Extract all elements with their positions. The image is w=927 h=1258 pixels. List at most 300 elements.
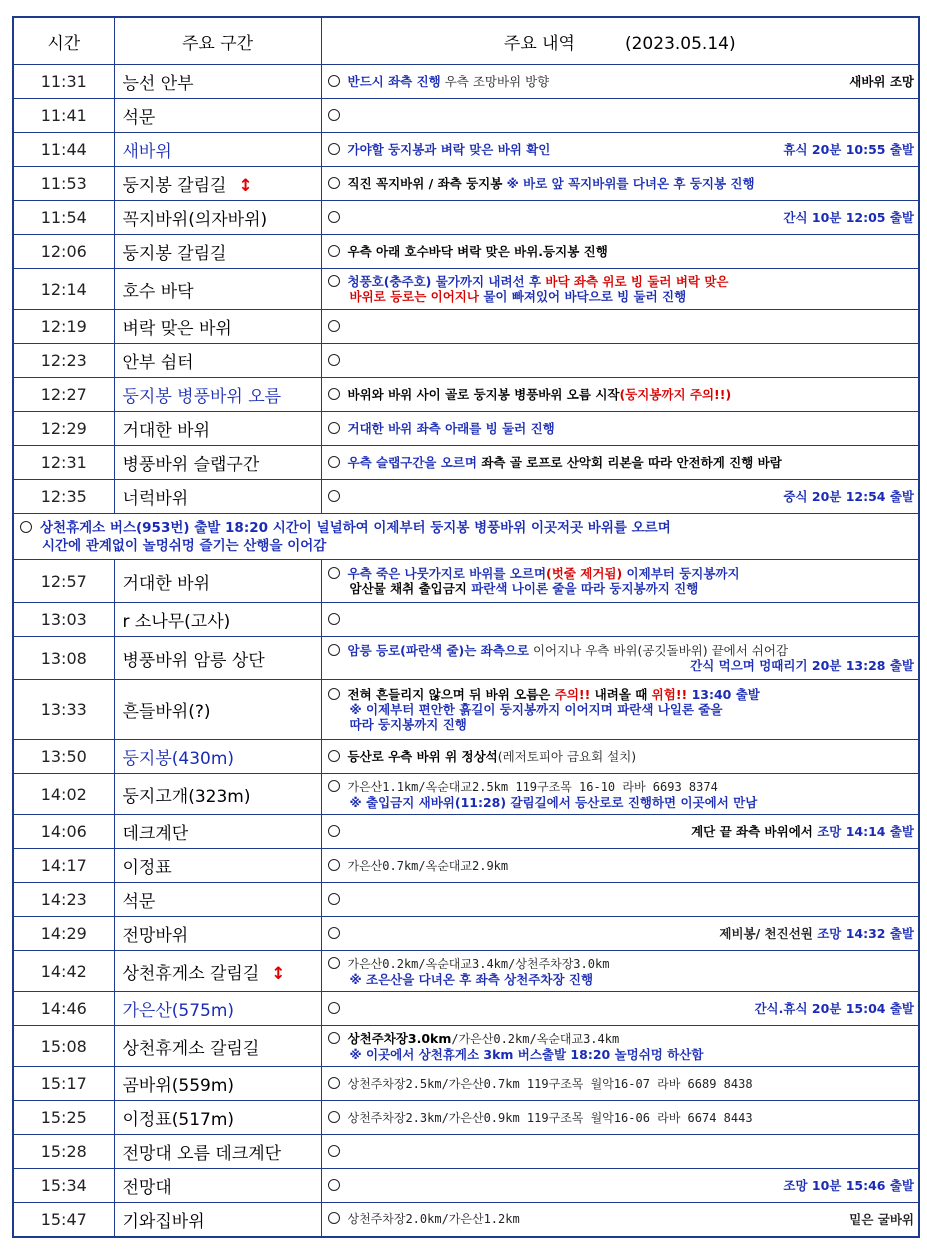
detail-line bbox=[328, 643, 915, 658]
section-label: 거대한 바위 bbox=[122, 573, 211, 594]
detail-line bbox=[328, 274, 915, 289]
circle-bullet-icon bbox=[328, 354, 340, 366]
table-row bbox=[13, 514, 919, 560]
section-label: 곰바위(559m) bbox=[122, 1076, 235, 1096]
detail-cell bbox=[321, 235, 919, 269]
detail-right-note bbox=[719, 926, 914, 941]
section-cell bbox=[114, 1135, 321, 1169]
table-row bbox=[13, 740, 919, 774]
section-cell bbox=[114, 815, 321, 849]
section-label: 둥지봉 갈림길 bbox=[122, 244, 227, 264]
time-cell: 15:25 bbox=[13, 1101, 114, 1135]
section-cell bbox=[114, 133, 321, 167]
circle-bullet-icon bbox=[328, 859, 340, 871]
detail-right-segment: 조망 14:32 출발 bbox=[817, 926, 914, 941]
detail-line bbox=[328, 142, 915, 157]
section-cell bbox=[114, 1026, 321, 1067]
section-label: 기와집바위 bbox=[122, 1211, 205, 1232]
section-cell bbox=[114, 992, 321, 1026]
circle-bullet-icon bbox=[328, 1179, 340, 1191]
circle-bullet-icon bbox=[328, 957, 340, 969]
time-cell: 12:27 bbox=[13, 378, 114, 412]
detail-line bbox=[328, 1211, 915, 1227]
detail-segment: 바닥 좌측 위로 빙 둘러 벼락 맞은 bbox=[545, 274, 729, 289]
section-label: r 소나무(고사) bbox=[122, 612, 231, 632]
detail-segment: ※ 이제부터 편안한 흙길이 둥지봉까지 이어지며 파란색 나일론 줄을 bbox=[349, 702, 723, 717]
table-row bbox=[13, 65, 919, 99]
table-row bbox=[13, 1169, 919, 1203]
detail-text bbox=[328, 455, 915, 470]
detail-line bbox=[328, 1076, 915, 1092]
time-cell: 12:31 bbox=[13, 446, 114, 480]
section-cell bbox=[114, 235, 321, 269]
circle-bullet-icon bbox=[328, 211, 340, 223]
detail-segment: 우측 아래 호수바닥 벼락 맞은 바위.등지봉 진행 bbox=[347, 244, 608, 259]
detail-right-segment: 새바위 조망 bbox=[849, 74, 914, 89]
circle-bullet-icon bbox=[328, 422, 340, 434]
detail-segment: 바위와 바위 사이 골로 둥지봉 병풍바위 오름 시작 bbox=[347, 387, 620, 402]
detail-cell bbox=[321, 774, 919, 815]
time-cell: 12:35 bbox=[13, 480, 114, 514]
section-label: 둥지봉 병풍바위 오름 bbox=[122, 387, 282, 407]
note-cell bbox=[13, 514, 919, 560]
detail-text bbox=[350, 289, 915, 304]
detail-line bbox=[328, 658, 915, 673]
table-row bbox=[13, 951, 919, 992]
time-cell: 15:17 bbox=[13, 1067, 114, 1101]
detail-text bbox=[328, 353, 915, 368]
table-row bbox=[13, 1101, 919, 1135]
detail-right-note bbox=[783, 489, 914, 504]
detail-line bbox=[328, 717, 915, 732]
time-cell: 11:54 bbox=[13, 201, 114, 235]
time-cell: 12:23 bbox=[13, 344, 114, 378]
detail-cell bbox=[321, 1169, 919, 1203]
table-row bbox=[13, 235, 919, 269]
section-cell bbox=[114, 883, 321, 917]
section-cell bbox=[114, 480, 321, 514]
section-label: 흔들바위(?) bbox=[122, 702, 211, 722]
itinerary-table bbox=[12, 16, 920, 1238]
detail-segment: 이제부터 둥지봉까지 bbox=[622, 566, 740, 581]
circle-bullet-icon bbox=[328, 388, 340, 400]
detail-line bbox=[328, 108, 915, 123]
section-label: 둥지봉(430m) bbox=[122, 749, 235, 769]
detail-text bbox=[328, 274, 915, 289]
section-cell bbox=[114, 1203, 321, 1237]
time-cell: 13:33 bbox=[13, 680, 114, 740]
detail-line bbox=[328, 244, 915, 259]
circle-bullet-icon bbox=[328, 927, 340, 939]
section-label: 꼭지바위(의자바위) bbox=[122, 210, 268, 230]
detail-right-note bbox=[849, 1212, 914, 1227]
table-row bbox=[13, 603, 919, 637]
detail-cell bbox=[321, 560, 919, 603]
detail-segment: (레저토피아 금요회 설치) bbox=[497, 749, 637, 764]
section-cell bbox=[114, 740, 321, 774]
section-label: 전망대 bbox=[122, 1178, 172, 1198]
detail-right-note bbox=[783, 210, 914, 225]
circle-bullet-icon bbox=[328, 1032, 340, 1044]
detail-segment: 상천주차장2.0km/가은산1.2km bbox=[347, 1212, 520, 1227]
detail-segment: (둥지봉까지 주의!!) bbox=[619, 387, 732, 402]
circle-bullet-icon bbox=[328, 825, 340, 837]
note-text: 시간에 관계없이 놀멍쉬멍 즐기는 산행을 이어감 bbox=[42, 537, 327, 554]
time-cell: 15:28 bbox=[13, 1135, 114, 1169]
circle-bullet-icon bbox=[328, 567, 340, 579]
detail-text bbox=[328, 612, 915, 627]
time-cell: 11:41 bbox=[13, 99, 114, 133]
circle-bullet-icon bbox=[328, 750, 340, 762]
detail-line bbox=[328, 289, 915, 304]
circle-bullet-icon bbox=[328, 1002, 340, 1014]
detail-line bbox=[328, 687, 915, 702]
detail-line bbox=[328, 489, 915, 504]
detail-text bbox=[350, 717, 915, 732]
detail-segment: 상천주차장3.0km bbox=[347, 1030, 452, 1046]
up-down-arrow-icon: ↕ bbox=[271, 963, 286, 984]
section-label: 둥지봉 갈림길 bbox=[122, 176, 227, 196]
detail-right-segment: 간식 먹으며 멍때리기 20분 13:28 출발 bbox=[690, 658, 914, 673]
detail-line bbox=[328, 210, 915, 225]
detail-text bbox=[328, 926, 714, 941]
time-cell: 12:06 bbox=[13, 235, 114, 269]
section-cell bbox=[114, 344, 321, 378]
circle-bullet-icon bbox=[328, 893, 340, 905]
section-label: 거대한 바위 bbox=[122, 421, 211, 441]
time-cell: 14:02 bbox=[13, 774, 114, 815]
detail-cell bbox=[321, 446, 919, 480]
section-cell bbox=[114, 412, 321, 446]
detail-cell bbox=[321, 133, 919, 167]
detail-cell bbox=[321, 680, 919, 740]
circle-bullet-icon bbox=[328, 780, 340, 792]
header-row bbox=[13, 17, 919, 65]
detail-segment: 등산로 우측 바위 위 정상석 bbox=[347, 749, 498, 764]
detail-text bbox=[328, 1178, 778, 1193]
section-cell bbox=[114, 1067, 321, 1101]
detail-cell bbox=[321, 412, 919, 446]
section-label: 병풍바위 슬랩구간 bbox=[122, 455, 260, 475]
table-row bbox=[13, 412, 919, 446]
detail-text bbox=[350, 581, 915, 596]
detail-right-segment: 조망 14:14 출발 bbox=[817, 824, 914, 839]
table-row bbox=[13, 269, 919, 310]
table-row bbox=[13, 849, 919, 883]
section-label: 상천휴게소 갈림길 bbox=[122, 1038, 260, 1059]
header-detail bbox=[321, 17, 919, 65]
table-row bbox=[13, 446, 919, 480]
detail-text bbox=[328, 176, 915, 191]
detail-right-segment: 계단 끝 좌측 바위에서 bbox=[691, 824, 818, 839]
section-cell bbox=[114, 603, 321, 637]
circle-bullet-icon bbox=[328, 1111, 340, 1123]
time-cell: 12:57 bbox=[13, 560, 114, 603]
table-row bbox=[13, 637, 919, 680]
time-cell: 13:50 bbox=[13, 740, 114, 774]
detail-right-note bbox=[783, 142, 914, 157]
section-cell bbox=[114, 1169, 321, 1203]
detail-cell bbox=[321, 1026, 919, 1067]
detail-line bbox=[328, 455, 915, 470]
time-cell: 15:34 bbox=[13, 1169, 114, 1203]
detail-cell bbox=[321, 951, 919, 992]
circle-bullet-icon bbox=[328, 490, 340, 502]
detail-right-note bbox=[754, 1001, 914, 1016]
detail-line bbox=[328, 749, 915, 764]
table-row bbox=[13, 883, 919, 917]
section-label: 석문 bbox=[122, 892, 156, 912]
detail-segment: 물이 빠져있어 바닥으로 빙 둘러 진행 bbox=[478, 289, 687, 304]
detail-segment: 직진 꼭지바위 / 좌측 둥지봉 bbox=[347, 176, 507, 191]
detail-cell bbox=[321, 849, 919, 883]
detail-line bbox=[328, 1001, 915, 1016]
section-label: 상천휴게소 갈림길 bbox=[122, 963, 260, 984]
circle-bullet-icon bbox=[328, 245, 340, 257]
section-cell bbox=[114, 849, 321, 883]
detail-segment: 암릉 등로(파란색 줄)는 좌측으로 bbox=[347, 643, 529, 658]
section-label: 전망바위 bbox=[122, 926, 189, 946]
table-row bbox=[13, 992, 919, 1026]
table-row bbox=[13, 1026, 919, 1067]
detail-line bbox=[328, 858, 915, 874]
detail-segment: (벗줄 제거됨) bbox=[546, 566, 623, 581]
table-row bbox=[13, 1135, 919, 1169]
detail-line bbox=[328, 956, 915, 972]
note-text: 상천휴게소 버스(953번) 출발 18:20 시간이 널널하여 이제부터 둥지봉 병풍바위 이곳저곳 바위를 오르며 bbox=[40, 519, 671, 536]
detail-cell bbox=[321, 65, 919, 99]
section-label: 전망대 오름 데크계단 bbox=[122, 1144, 282, 1164]
detail-segment: 가은산0.2km/옥순대교3.4km/상천주차장3.0km bbox=[347, 956, 610, 971]
detail-segment: 가은산1.1km/옥순대교2.5km 119구조목 16-10 라바 6693 8374 bbox=[347, 779, 718, 794]
section-cell bbox=[114, 310, 321, 344]
detail-text bbox=[350, 795, 915, 810]
detail-line bbox=[328, 1110, 915, 1126]
detail-segment: 내려올 때 bbox=[590, 687, 652, 702]
table-row bbox=[13, 310, 919, 344]
detail-segment: 전혀 흔들리지 않으며 뒤 바위 오름은 bbox=[347, 687, 555, 702]
header-date: (2023.05.14) bbox=[624, 33, 736, 54]
detail-segment: ※ 바로 앞 꼭지바위를 다녀온 후 둥지봉 진행 bbox=[506, 176, 755, 191]
detail-right-note bbox=[783, 1178, 914, 1193]
time-cell: 11:31 bbox=[13, 65, 114, 99]
detail-cell bbox=[321, 883, 919, 917]
header-time: 시간 bbox=[13, 17, 114, 65]
section-cell bbox=[114, 774, 321, 815]
section-cell bbox=[114, 167, 321, 201]
detail-text bbox=[328, 779, 915, 795]
detail-cell bbox=[321, 99, 919, 133]
table-row bbox=[13, 133, 919, 167]
detail-segment: 이어지나 우측 바위(공깃돌바위) 끝에서 쉬어감 bbox=[528, 643, 789, 658]
detail-text bbox=[328, 421, 915, 436]
table-row bbox=[13, 99, 919, 133]
detail-text bbox=[328, 1001, 749, 1016]
time-cell: 11:44 bbox=[13, 133, 114, 167]
section-cell bbox=[114, 65, 321, 99]
detail-segment: 암산물 채취 출입금지 bbox=[349, 581, 472, 596]
detail-cell bbox=[321, 167, 919, 201]
detail-cell bbox=[321, 917, 919, 951]
detail-text bbox=[328, 1031, 915, 1047]
detail-text bbox=[350, 972, 915, 987]
table-row bbox=[13, 815, 919, 849]
table-row bbox=[13, 1067, 919, 1101]
note-line bbox=[20, 519, 912, 537]
up-down-arrow-icon: ↕ bbox=[238, 176, 253, 196]
detail-segment: 13:40 출발 bbox=[687, 687, 760, 702]
circle-bullet-icon bbox=[20, 521, 32, 533]
detail-segment: 바위로 등로는 이어지나 bbox=[349, 289, 479, 304]
detail-text bbox=[328, 244, 915, 259]
detail-text bbox=[328, 1076, 915, 1092]
detail-text bbox=[350, 1047, 915, 1062]
detail-right-segment: 밑은 굴바위 bbox=[849, 1211, 914, 1227]
time-cell: 13:03 bbox=[13, 603, 114, 637]
circle-bullet-icon bbox=[328, 1077, 340, 1089]
detail-right-segment: 휴식 20분 10:55 출발 bbox=[783, 142, 914, 157]
detail-text bbox=[328, 319, 915, 334]
detail-segment: 파란색 나이론 줄을 따라 둥지봉까지 진행 bbox=[471, 581, 699, 596]
detail-cell bbox=[321, 815, 919, 849]
detail-text bbox=[328, 892, 915, 907]
time-cell: 11:53 bbox=[13, 167, 114, 201]
detail-text bbox=[328, 1110, 915, 1126]
time-cell: 13:08 bbox=[13, 637, 114, 680]
circle-bullet-icon bbox=[328, 143, 340, 155]
time-cell: 14:29 bbox=[13, 917, 114, 951]
header-detail-label: 주요 내역 bbox=[503, 33, 575, 54]
detail-right-note bbox=[849, 74, 914, 89]
detail-segment: 주의!! bbox=[554, 687, 591, 702]
time-cell: 14:42 bbox=[13, 951, 114, 992]
detail-line bbox=[328, 972, 915, 987]
detail-line bbox=[328, 74, 915, 89]
section-cell bbox=[114, 680, 321, 740]
detail-text bbox=[328, 387, 915, 402]
detail-text bbox=[328, 956, 915, 972]
detail-cell bbox=[321, 269, 919, 310]
circle-bullet-icon bbox=[328, 320, 340, 332]
table-row bbox=[13, 1203, 919, 1237]
detail-text bbox=[328, 108, 915, 123]
detail-text bbox=[328, 858, 915, 874]
detail-segment: 반드시 좌측 진행 bbox=[347, 74, 441, 89]
section-label: 호수 바닥 bbox=[122, 281, 194, 302]
detail-line bbox=[328, 795, 915, 810]
detail-segment: 거대한 바위 좌측 아래를 빙 둘러 진행 bbox=[347, 421, 555, 436]
detail-segment: 우측 죽은 나뭇가지로 바위를 오르며 bbox=[347, 566, 547, 581]
table-row bbox=[13, 917, 919, 951]
section-label: 새바위 bbox=[122, 142, 172, 162]
detail-right-segment: 중식 20분 12:54 출발 bbox=[783, 489, 914, 504]
section-label: 이정표(517m) bbox=[122, 1110, 235, 1130]
detail-segment: 청풍호(충주호) 물가까지 내려선 후 bbox=[347, 274, 546, 289]
circle-bullet-icon bbox=[328, 644, 340, 656]
detail-segment: 가야할 둥지봉과 벼락 맞은 바위 확인 bbox=[347, 142, 551, 157]
table-row bbox=[13, 344, 919, 378]
section-label: 가은산(575m) bbox=[122, 1001, 235, 1021]
section-label: 벼락 맞은 바위 bbox=[122, 319, 232, 339]
detail-line bbox=[328, 702, 915, 717]
section-cell bbox=[114, 446, 321, 480]
detail-segment: ※ 이곳에서 상천휴게소 3km 버스출발 18:20 놀멍쉬멍 하산함 bbox=[349, 1046, 704, 1062]
time-cell: 14:23 bbox=[13, 883, 114, 917]
detail-text bbox=[328, 566, 915, 581]
circle-bullet-icon bbox=[328, 613, 340, 625]
circle-bullet-icon bbox=[328, 177, 340, 189]
circle-bullet-icon bbox=[328, 688, 340, 700]
detail-cell bbox=[321, 992, 919, 1026]
detail-text bbox=[328, 1211, 844, 1227]
detail-segment: 상천주차장2.3km/가은산0.9km 119구조목 월악16-06 라바 6674 8443 bbox=[347, 1110, 753, 1125]
detail-right-note bbox=[690, 658, 914, 673]
detail-text bbox=[328, 749, 915, 764]
table-row bbox=[13, 201, 919, 235]
detail-line bbox=[328, 892, 915, 907]
detail-right-note bbox=[691, 824, 914, 839]
detail-segment: 좌측 골 로프로 산악회 리본을 따라 안전하게 진행 바람 bbox=[481, 455, 782, 470]
detail-cell bbox=[321, 740, 919, 774]
detail-text bbox=[328, 489, 778, 504]
detail-segment: 위험!! bbox=[651, 687, 688, 702]
detail-right-segment: 조망 10분 15:46 출발 bbox=[783, 1178, 914, 1193]
section-label: 둥지고개(323m) bbox=[122, 786, 251, 807]
detail-cell bbox=[321, 637, 919, 680]
section-label: 병풍바위 암릉 상단 bbox=[122, 650, 265, 671]
section-cell bbox=[114, 201, 321, 235]
detail-segment: /가은산0.2km/옥순대교3.4km bbox=[451, 1031, 620, 1046]
detail-line bbox=[328, 779, 915, 795]
detail-line bbox=[328, 1178, 915, 1193]
table-row bbox=[13, 378, 919, 412]
table-row bbox=[13, 680, 919, 740]
detail-cell bbox=[321, 1135, 919, 1169]
detail-segment: 상천주차장2.5km/가은산0.7km 119구조목 월악16-07 라바 6689 8438 bbox=[347, 1076, 753, 1091]
detail-line bbox=[328, 176, 915, 191]
section-cell bbox=[114, 99, 321, 133]
detail-line bbox=[328, 1031, 915, 1047]
table-row bbox=[13, 560, 919, 603]
section-cell bbox=[114, 560, 321, 603]
detail-line bbox=[328, 824, 915, 839]
table-row bbox=[13, 167, 919, 201]
section-cell bbox=[114, 917, 321, 951]
detail-line bbox=[328, 926, 915, 941]
itinerary-body bbox=[13, 65, 919, 1237]
detail-cell bbox=[321, 1067, 919, 1101]
detail-segment: ※ 조은산을 다녀온 후 좌측 상천주차장 진행 bbox=[349, 971, 594, 987]
section-cell bbox=[114, 1101, 321, 1135]
detail-segment: ※ 출입금지 새바위(11:28) 갈림길에서 등산로로 진행하면 이곳에서 만남 bbox=[349, 794, 758, 810]
table-row bbox=[13, 480, 919, 514]
detail-line bbox=[328, 612, 915, 627]
detail-cell bbox=[321, 344, 919, 378]
table-row bbox=[13, 774, 919, 815]
detail-cell bbox=[321, 1203, 919, 1237]
detail-line bbox=[328, 387, 915, 402]
section-cell bbox=[114, 951, 321, 992]
time-cell: 12:14 bbox=[13, 269, 114, 310]
detail-line bbox=[328, 1047, 915, 1062]
section-cell bbox=[114, 269, 321, 310]
detail-segment: 우측 조망바위 방향 bbox=[440, 74, 550, 89]
detail-cell bbox=[321, 1101, 919, 1135]
section-cell bbox=[114, 378, 321, 412]
time-cell: 12:19 bbox=[13, 310, 114, 344]
time-cell: 15:08 bbox=[13, 1026, 114, 1067]
detail-line bbox=[328, 421, 915, 436]
